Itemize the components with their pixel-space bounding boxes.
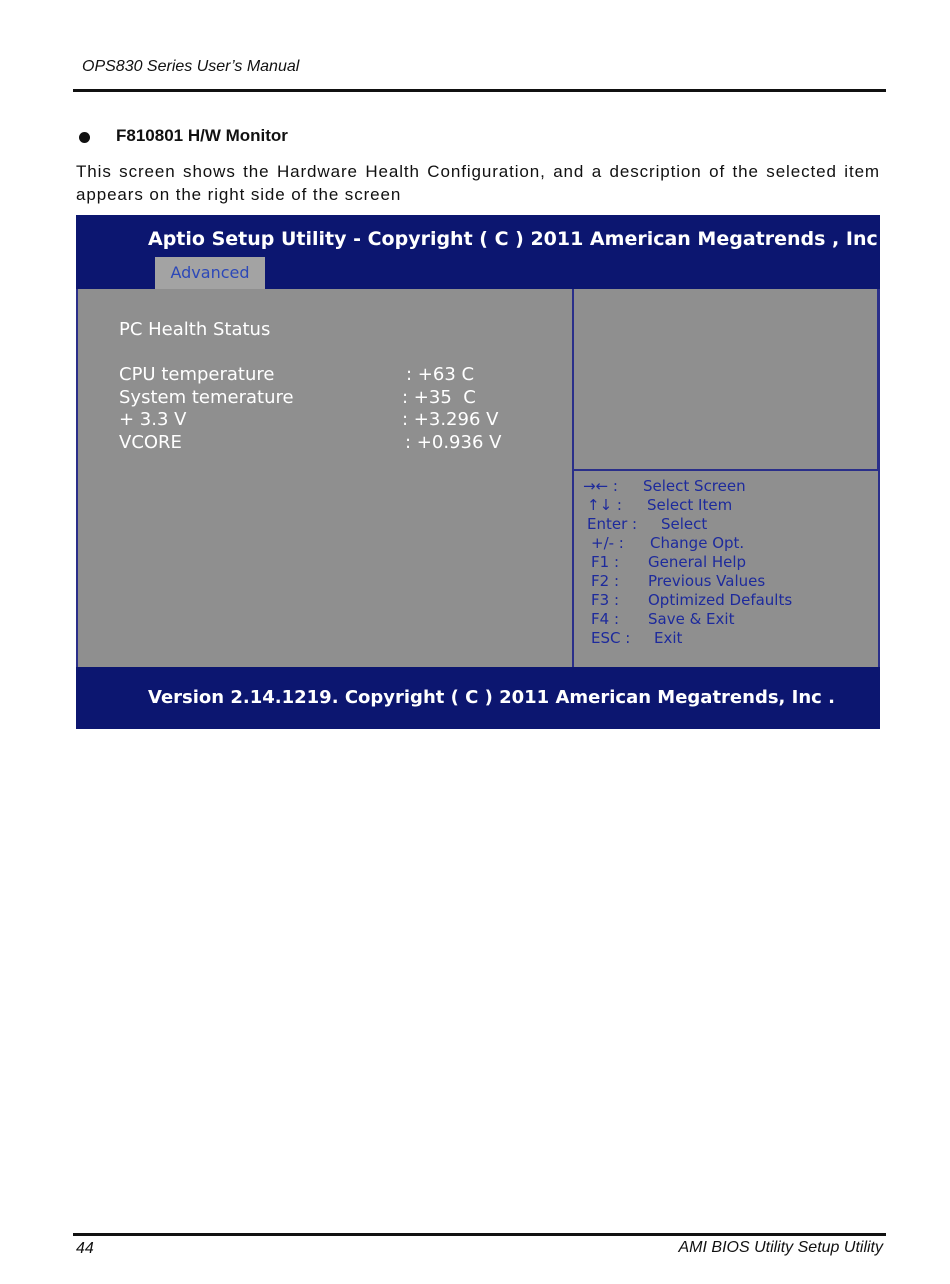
help-desc: General Help xyxy=(648,553,747,571)
help-desc: Change Opt. xyxy=(650,534,745,552)
status-value: : +35 C xyxy=(402,387,476,408)
status-row-system-temperature xyxy=(119,387,519,409)
help-row-optimized-defaults xyxy=(581,591,871,610)
page-number: 44 xyxy=(76,1240,94,1257)
status-value: : +3.296 V xyxy=(402,409,499,430)
bullet-icon xyxy=(79,132,90,143)
help-key: +/- : xyxy=(591,534,624,552)
settings-panel xyxy=(78,289,574,667)
arrow-left-right-icon: →← : xyxy=(583,477,618,495)
header-divider xyxy=(73,89,886,92)
status-label: VCORE xyxy=(119,432,182,453)
help-desc: Select Screen xyxy=(643,477,746,495)
help-row-exit xyxy=(581,629,871,648)
help-desc: Select Item xyxy=(647,496,733,514)
help-key: Enter : xyxy=(587,515,638,533)
intro-paragraph: This screen shows the Hardware Health Configuration, and a description of the selected item appears on the right side of the screen xyxy=(76,162,880,204)
page-header: OPS830 Series User’s Manual xyxy=(82,58,300,75)
bios-title: Aptio Setup Utility - Copyright ( C ) 2011 American Megatrends , Inc . xyxy=(148,228,892,250)
footer-divider xyxy=(73,1233,886,1236)
bios-title-bar xyxy=(76,215,892,289)
help-key: F3 : xyxy=(591,591,619,609)
status-value: : +0.936 V xyxy=(405,432,502,453)
status-row-cpu-temperature xyxy=(119,364,519,386)
status-value: : +63 C xyxy=(406,364,475,385)
help-row-previous-values xyxy=(581,572,871,591)
help-desc: Optimized Defaults xyxy=(648,591,793,609)
key-help-list xyxy=(581,477,871,648)
status-label: + 3.3 V xyxy=(119,409,187,430)
page-footer-title: AMI BIOS Utility Setup Utility xyxy=(678,1239,883,1256)
panel-heading: PC Health Status xyxy=(119,319,271,340)
status-row-vcore xyxy=(119,432,519,454)
arrow-up-down-icon: ↑↓ : xyxy=(587,496,622,514)
section-title: F810801 H/W Monitor xyxy=(116,126,288,145)
help-key: F4 : xyxy=(591,610,619,628)
tab-advanced[interactable]: Advanced xyxy=(155,257,265,289)
status-label: System temerature xyxy=(119,387,294,408)
help-row-save-exit xyxy=(581,610,871,629)
status-label: CPU temperature xyxy=(119,364,275,385)
help-desc: Save & Exit xyxy=(648,610,735,628)
help-key: F2 : xyxy=(591,572,619,590)
status-row-3-3v xyxy=(119,409,519,431)
help-key: ESC : xyxy=(591,629,631,647)
help-desc: Previous Values xyxy=(648,572,766,590)
bios-screenshot xyxy=(76,215,892,729)
help-row-select-item xyxy=(581,496,871,515)
help-desc: Select xyxy=(661,515,708,533)
bios-version: Version 2.14.1219. Copyright ( C ) 2011 American Megatrends, Inc . xyxy=(148,687,835,708)
help-row-change-opt xyxy=(581,534,871,553)
bios-footer-bar xyxy=(76,667,880,729)
item-help-panel xyxy=(574,289,879,471)
help-row-general-help xyxy=(581,553,871,572)
help-desc: Exit xyxy=(654,629,683,647)
help-row-select xyxy=(581,515,871,534)
help-key: F1 : xyxy=(591,553,619,571)
help-row-select-screen xyxy=(581,477,871,496)
